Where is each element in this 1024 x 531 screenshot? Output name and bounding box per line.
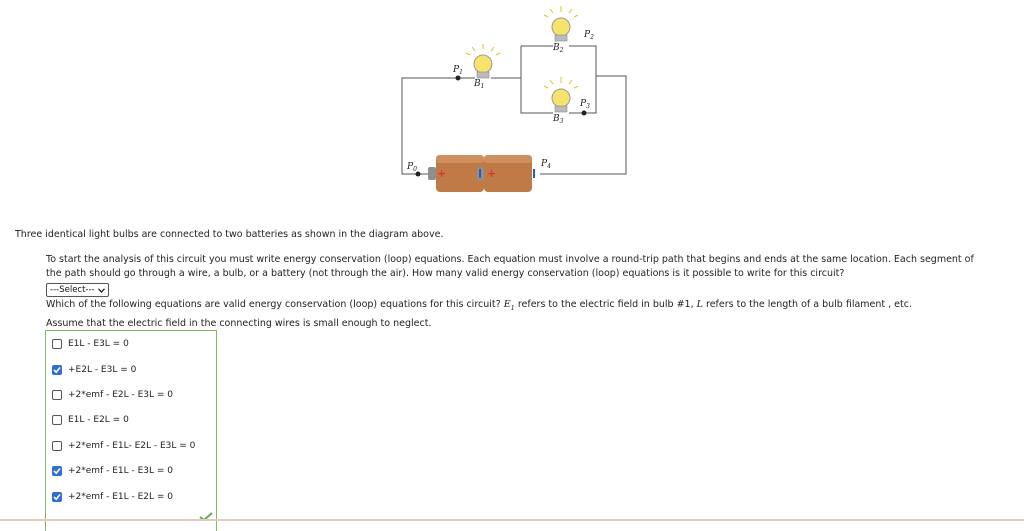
select-value: ---Select---: [50, 285, 95, 295]
checkbox[interactable]: [52, 441, 62, 451]
choice-item[interactable]: [52, 363, 136, 377]
intro-text: Three identical light bulbs are connected to two batteries as shown in the diagram above.: [15, 229, 444, 240]
choice-item[interactable]: [52, 439, 195, 453]
checkbox[interactable]: [52, 339, 62, 349]
question2-part3: refers to the length of a bulb filament , etc.: [706, 299, 912, 310]
choice-label: +E2L - E3L = 0: [68, 365, 137, 375]
label-p0: $P_0$: [407, 162, 417, 173]
battery-1: [428, 155, 484, 192]
choice-item[interactable]: [52, 388, 173, 402]
label-p3: $P_3$: [580, 99, 590, 110]
choice-label: +2*emf - E2L - E3L = 0: [68, 390, 174, 400]
choice-item[interactable]: [52, 337, 129, 351]
choice-list: [45, 330, 217, 531]
battery-2: [477, 155, 534, 192]
question-valid-equations: [46, 298, 976, 315]
label-b2: $B_2$: [553, 43, 564, 54]
checkbox[interactable]: [52, 492, 62, 502]
circuit-diagram: [0, 0, 1024, 210]
battery-1-plus: +: [437, 167, 447, 180]
circuit-wires: [402, 46, 626, 174]
choice-label: +2*emf - E1L- E2L - E3L = 0: [68, 441, 196, 451]
label-p4: $P_4$: [541, 159, 551, 170]
question2-part2: refers to the electric field in bulb #1,: [517, 299, 694, 310]
checkbox[interactable]: [52, 466, 62, 476]
label-p2: $P_2$: [584, 30, 594, 41]
node-p3: [582, 111, 587, 116]
choice-label: E1L - E2L = 0: [68, 415, 129, 425]
loop-count-select-wrap: [46, 283, 109, 297]
choice-label: +2*emf - E1L - E2L = 0: [68, 492, 174, 502]
label-b1: $B_1$: [474, 79, 485, 90]
question2-e: $E_1$: [503, 299, 515, 312]
battery-2-plus: +: [487, 167, 497, 180]
loop-count-select[interactable]: [46, 283, 109, 297]
choice-label: E1L - E3L = 0: [68, 339, 129, 349]
checkbox[interactable]: [52, 415, 62, 425]
question2-l: L: [696, 299, 703, 310]
question-loop-count: To start the analysis of this circuit you must write energy conservation (loop) equations. Each equation must involve a round-trip path that begins and ends at the same location. Each segment of the path should go through a wire, a bulb, or a battery (not through the air). How many valid energy conservation (loop) equations is it possible to write for this circuit?: [46, 254, 974, 279]
bulb-b3: [544, 77, 578, 112]
bottom-divider: [0, 519, 1024, 521]
node-p1: [456, 76, 461, 81]
checkbox[interactable]: [52, 390, 62, 400]
checkbox[interactable]: [52, 365, 62, 375]
question-assumption: Assume that the electric field in the connecting wires is small enough to neglect.: [46, 318, 432, 329]
choice-label: +2*emf - E1L - E3L = 0: [68, 466, 174, 476]
label-p1: $P_1$: [453, 65, 463, 76]
choice-item[interactable]: [52, 413, 129, 427]
bulb-b2: [544, 6, 578, 41]
choice-item[interactable]: [52, 490, 173, 504]
label-b3: $B_3$: [553, 114, 564, 125]
chevron-down-icon: [98, 288, 105, 293]
bulb-b1: [466, 44, 500, 78]
question2-part1: Which of the following equations are valid energy conservation (loop) equations for this circuit?: [46, 299, 501, 310]
choice-item[interactable]: [52, 464, 173, 478]
